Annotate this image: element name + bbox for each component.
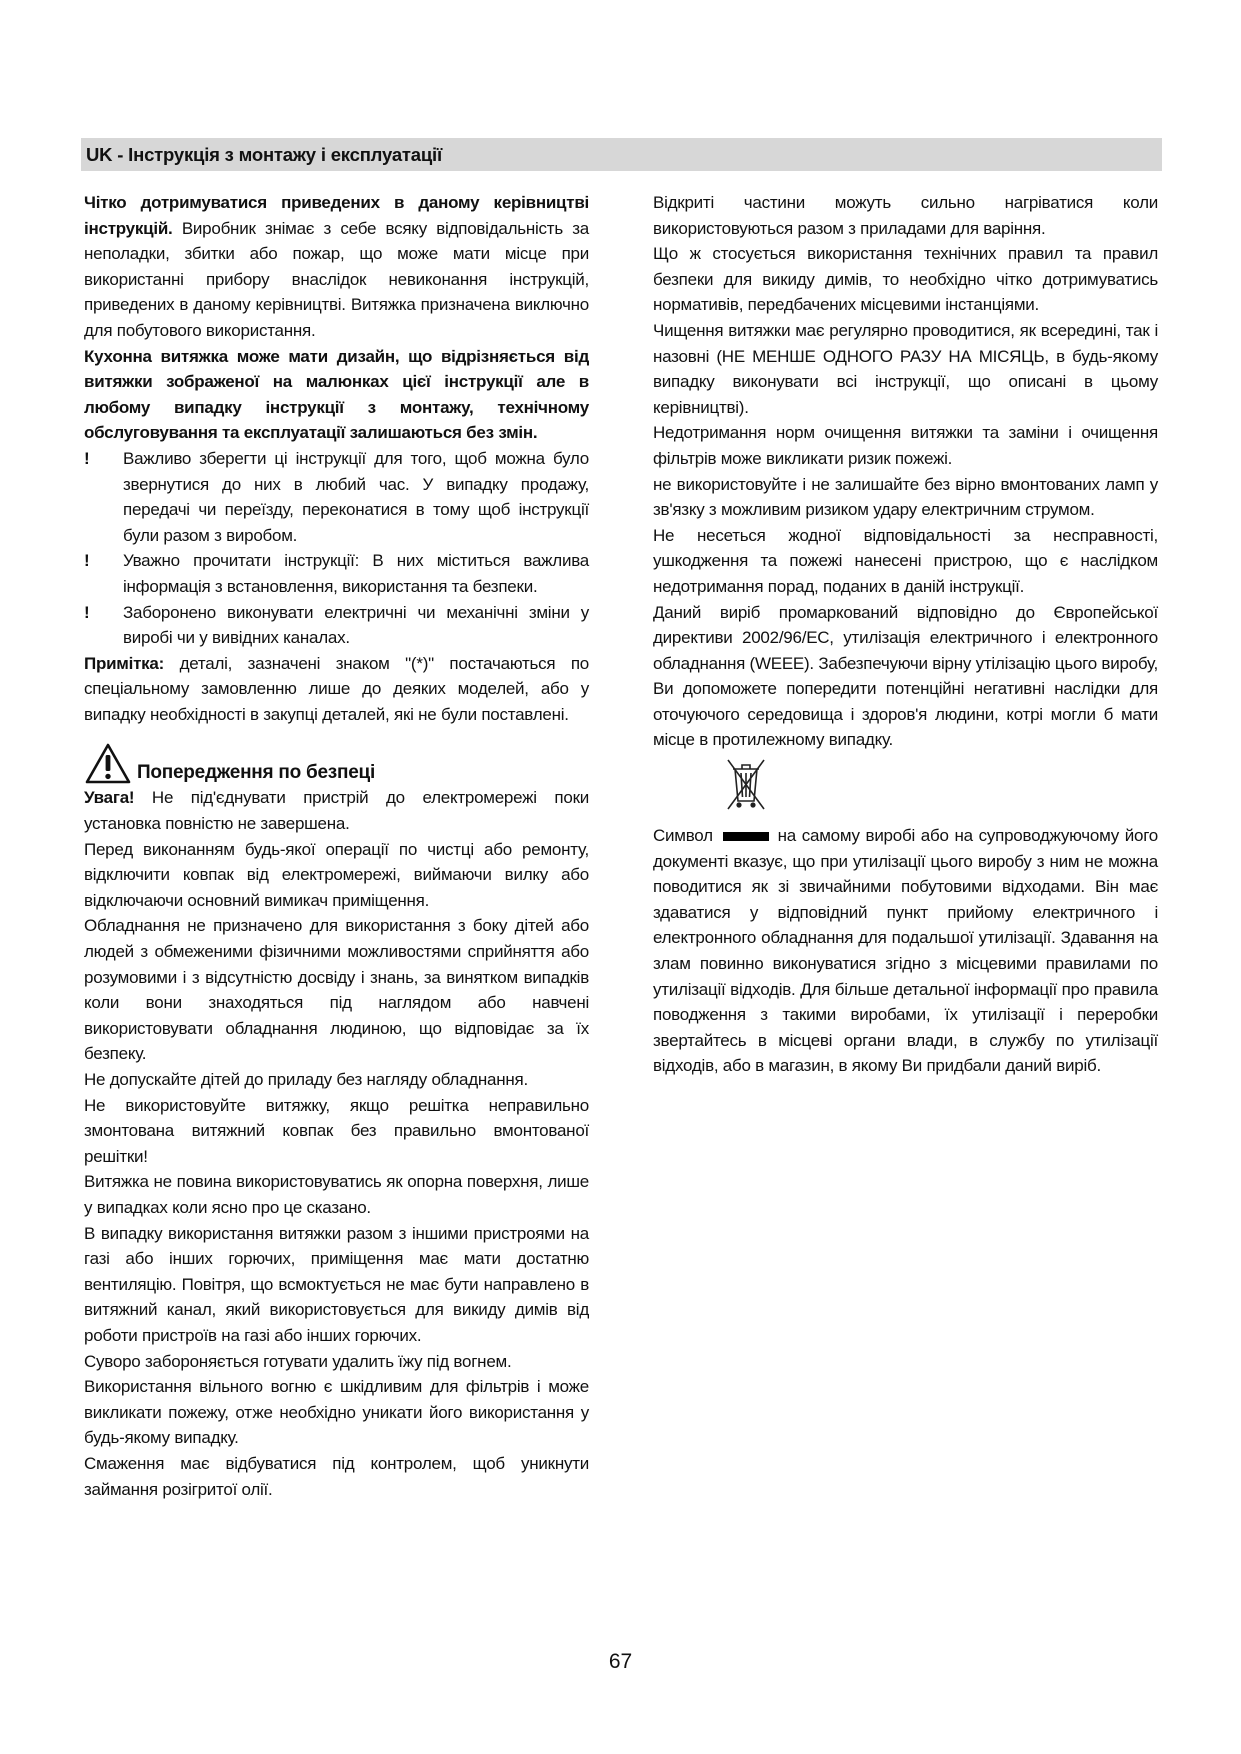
exclamation-mark: ! bbox=[84, 448, 90, 468]
safety-paragraph: Витяжка не повина використовуватись як опорна поверхня, лише у випадках коли ясно про це сказано. bbox=[84, 1172, 589, 1217]
bullet-item bbox=[84, 600, 589, 651]
safety-paragraph: Перед виконанням будь-якої операції по чистці або ремонту, відключити ковпак від електромережі, виймаючи вилку або відключаючи основний вимикач приміщення. bbox=[84, 839, 589, 910]
black-bar-icon bbox=[723, 832, 769, 841]
safety-heading: Попередження по безпеці bbox=[137, 761, 376, 783]
weee-paragraph: Даний виріб промаркований відповідно до Європейської директиви 2002/96/EC, утилізація електричного і електронного обладнання (WEEE). Забезпечуючи вірну утілізацію цього виробу, Ви допоможете попередити потенційні негативні наслідки для оточуючого середовища і здоров'я людини, котрі могли б мати місце в протилежному випадку. bbox=[653, 602, 1158, 750]
exclamation-mark: ! bbox=[84, 551, 90, 571]
left-column bbox=[84, 190, 589, 1502]
note-paragraph bbox=[84, 651, 589, 728]
note-text: деталі, зазначені знаком "(*)" постачаються по спеціальному замовленню лише до деяких моделей, або у випадку необхідності в закупці деталей, які не були поставлені. bbox=[84, 653, 589, 724]
section-header bbox=[81, 138, 1162, 171]
info-paragraph: Чищення витяжки має регулярно проводитися, як всередині, так і назовні (НЕ МЕНШЕ ОДНОГО РАЗУ НА МІСЯЦЬ, в будь-якому випадку виконувати всі інструкції, що описані в цьому керівництві). bbox=[653, 320, 1158, 417]
info-paragraph: Недотримання норм очищення витяжки та заміни і очищення фільтрів може викликати ризик пожежі. bbox=[653, 423, 1158, 468]
safety-heading-row bbox=[84, 735, 589, 785]
attention-text: Не під'єднувати пристрій до електромережі поки установка повністю не завершена. bbox=[84, 788, 589, 834]
symbol-text: на самому виробі або на супроводжуючому його документі вказує, що при утилізації цього виробу з ним не можна поводитися як зі звичайними побутовими відходами. Він має здаватися у відповідний пункт прийому електричного і електронного обладнання для подальшої утилізації. Здавання на злам повинно виконуватися згідно з місцевими правилами по утилізації відходів. Для більше детальної інформації про правила поводження з такими виробами, їх утилізації і переробки звертайтесь в місцеві органи влади, в службу по утилізації відходів, або в магазин, в якому Ви придбали даний виріб. bbox=[653, 826, 1158, 1076]
exclamation-mark: ! bbox=[84, 602, 90, 622]
section-title: UK - Інструкція з монтажу і експлуатації bbox=[86, 144, 442, 165]
symbol-word: Символ bbox=[653, 826, 713, 846]
note-label: Примітка: bbox=[84, 653, 165, 673]
design-note: Кухонна витяжка може мати дизайн, що відрізняється від витяжки зображеної на малюнках цієї інструкції але в любому випадку інструкції з монтажу, технічному обслуговування та експлуатації залишаються без змін. bbox=[84, 346, 589, 443]
attention-paragraph bbox=[84, 785, 589, 836]
attention-label: Увага! bbox=[84, 788, 135, 808]
info-paragraph: Відкриті частини можуть сильно нагріватися коли використовуються разом з приладами для варіння. bbox=[653, 193, 1158, 238]
safety-paragraph: Не допускайте дітей до приладу без нагляду обладнання. bbox=[84, 1070, 528, 1089]
info-paragraph: не використовуйте і не залишайте без вірно вмонтованих ламп у зв'язку з можливим ризиком удару електричним струмом. bbox=[653, 474, 1158, 520]
intro-paragraph bbox=[84, 190, 589, 344]
weee-symbol-block bbox=[725, 757, 1158, 815]
page-number: 67 bbox=[608, 1650, 633, 1673]
safety-paragraph: Обладнання не призначено для використання з боку дітей або людей з обмеженими фізичними можливостями сприйняття або розумовими і з відсутністю досвіду і знань, за винятком випадків коли вони знаходяться під наглядом або навчені використовувати обладнання людиною, що відповідає за їх безпеку. bbox=[84, 916, 589, 1064]
safety-paragraph: Використання вільного вогню є шкідливим для фільтрів і може викликати пожежу, отже необхідно уникати його використання у будь-якому випадку. bbox=[84, 1377, 589, 1448]
info-paragraph: Не несеться жодної відповідальності за несправності, ушкодження та пожежі нанесені пристрою, що є наслідком недотримання порад, поданих в даній інструкції. bbox=[653, 525, 1158, 596]
symbol-paragraph bbox=[653, 823, 1158, 1079]
bullet-item bbox=[84, 548, 589, 599]
bullet-text: Важливо зберегти ці інструкції для того, щоб можна було звернутися до них в любий час. У випадку продажу, передачі чи переїзду, переконатися в тому щоб інструкції були разом з виробом. bbox=[123, 448, 589, 545]
safety-paragraph: Суворо забороняється готувати удалить їжу під вогнем. bbox=[84, 1351, 512, 1371]
safety-paragraph: Не використовуйте витяжку, якщо решітка неправильно змонтована витяжний ковпак без правильно вмонтованої решітки! bbox=[84, 1095, 589, 1166]
bullet-text: Уважно прочитати інструкції: В них міститься важлива інформація з встановлення, використання та безпеки. bbox=[123, 551, 589, 596]
right-column bbox=[653, 190, 1158, 1079]
safety-paragraph: Смаження має відбуватися під контролем, щоб уникнути займання розігритої олії. bbox=[84, 1453, 589, 1499]
intro-text: Виробник знімає з себе всяку відповідальність за неполадки, збитки або пожар, що може мати місце при використанні прибору внаслідок невиконання інструкцій, приведених в даному керівництві. Витяжка призначена виключно для побутового використання. bbox=[84, 218, 589, 340]
info-paragraph: Що ж стосується використання технічних правил та правил безпеки для викиду димів, то необхідно чітко дотримуватись нормативів, передбачених місцевими інстанціями. bbox=[653, 244, 1158, 315]
safety-paragraph: В випадку використання витяжки разом з іншими пристроями на газі або інших горючих, приміщення має мати достатню вентиляцію. Повітря, що всмоктується не має бути направлено в витяжний канал, який використовується для викиду димів від роботи пристроїв на газі або інших горючих. bbox=[84, 1223, 589, 1345]
crossed-bin-icon bbox=[725, 757, 767, 813]
bullet-item bbox=[84, 446, 589, 548]
warning-triangle-icon bbox=[85, 743, 131, 785]
bullet-text: Заборонено виконувати електричні чи механічні зміни у виробі чи у вивідних каналах. bbox=[123, 602, 589, 648]
intro-bold: Чітко дотримуватися приведених в даному керівництві інструкцій. bbox=[84, 193, 589, 238]
